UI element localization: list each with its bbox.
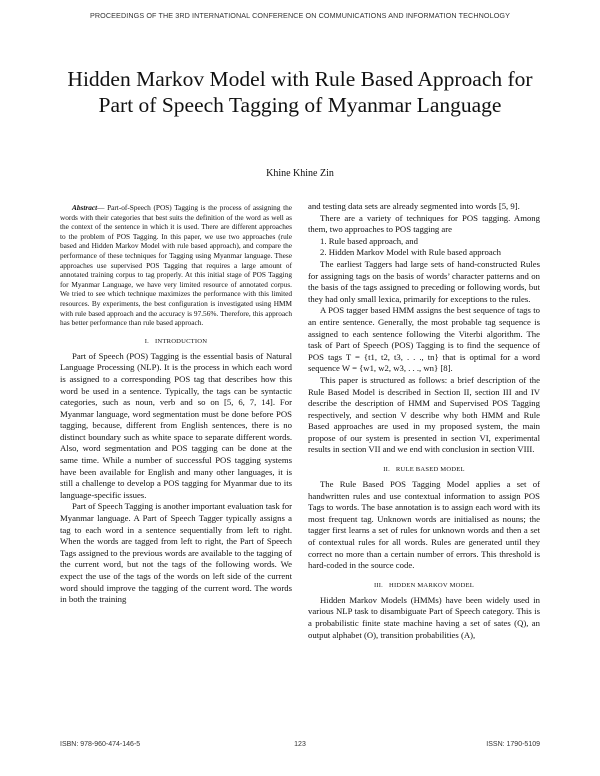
left-column xyxy=(60,203,292,606)
paragraph: The earliest Taggers had large sets of hand-constructed Rules for assigning tags on the basis of words’ character patterns and on the basis of the tags assigned to preceding or following words, but they had only small lexica, primarily for exceptions to the rules. xyxy=(308,258,540,304)
paper-title: Hidden Markov Model with Rule Based Approach for Part of Speech Tagging of Myanmar Language xyxy=(67,67,533,117)
running-head: PROCEEDINGS OF THE 3RD INTERNATIONAL CONFERENCE ON COMMUNICATIONS AND INFORMATION TECHNOLOGY xyxy=(90,11,510,20)
abstract xyxy=(60,203,292,328)
list-item: 2. Hidden Markov Model with Rule based approach xyxy=(320,247,501,258)
section-number: II. xyxy=(383,466,390,474)
author-name: Khine Khine Zin xyxy=(266,168,334,179)
paragraph: and testing data sets are already segmented into words [5, 9]. xyxy=(308,201,520,211)
abstract-lead: Abstract xyxy=(72,203,98,212)
abstract-text: — Part-of-Speech (POS) Tagging is the process of assigning the words with their categories that best suits the definition of the word as well as the context of the sentence in which it is used. There are different approaches to the problem of POS Tagging. In this paper, we use two approaches (rule based and Hidden Markov Model with rule based approach), and compare the performance of these techniques for Tagging using Myanmar language. These approaches use supervised POS Tagging that requires a large amount of annotated training corpus to tag properly. At this initial stage of POS Tagging for Myanmar Language, we have very limited resource of annotated corpus. We tried to see which technique maximizes the performance with this limited resources. By experiments, the best configuration is investigated using HMM with rule based approach and the accuracy is 97.56%. Therefore, this approach has better performance than rule based approach. xyxy=(60,203,292,328)
section-title: INTRODUCTION xyxy=(155,337,208,345)
section-title: HIDDEN MARKOV MODEL xyxy=(389,581,475,589)
list-item: 1. Rule based approach, and xyxy=(320,235,418,246)
paragraph: Hidden Markov Models (HMMs) have been widely used in various NLP task to disambiguate Part of Speech category. This is a probabilistic finite state machine having a set of sates (Q), an output alphabet (O), transition probabilities (A), xyxy=(308,594,540,640)
section-heading-introduction xyxy=(60,338,292,345)
paragraph: This paper is structured as follows: a brief description of the Rule Based Model is described in Section II, section III and IV describe the description of HMM and Supervised POS Tagging respectively, and section V describe why both HMM and Rule Based approaches are used in my proposed system, the main propose of our system is presented in section VI, experimental results in section VII and we end with conclusion in section VIII. xyxy=(308,374,540,455)
footer-isbn: ISBN: 978-960-474-146-5 xyxy=(60,741,141,748)
section-heading-rule-based-model xyxy=(308,466,540,473)
paragraph: There are a variety of techniques for POS tagging. Among them, two approaches to POS tagging are xyxy=(308,212,540,235)
footer-issn: ISSN: 1790-5109 xyxy=(486,741,540,748)
paragraph: Part of Speech (POS) Tagging is the essential basis of Natural Language Processing (NLP). It is the process in which each word is assigned to a corresponding POS tag that describes how this word be used in a sentence. Typically, the tags can be syntactic categories, such as noun, verb and so on [5, 6, 7, 14]. For Myanmar language, word segmentation must be done before POS tagging, because, different from English sentences, there is no distinct boundary such as white space to separate different words. Also, word segmentation and POS tagging can be done at the same time. While a number of successful POS tagging systems have been available for English and many other languages, it is still a challenge to develop a POS tagging for Myanmar due to its language-specific issues. xyxy=(60,350,292,500)
section-title: RULE BASED MODEL xyxy=(395,466,465,474)
paragraph: A POS tagger based HMM assigns the best sequence of tags to an entire sentence. Generally, the most probable tag sequence is assigned to each sentence following the Viterbi algorithm. The task of Part of Speech (POS) Tagging is to find the sequence of POS tags T = {t1, t2, t3, . . ., tn} that is optimal for a word sequence W = {w1, w2, w3, . . ., wn} [8]. xyxy=(308,305,540,374)
right-column xyxy=(308,201,540,641)
page-number: 123 xyxy=(294,741,306,748)
paragraph: Part of Speech Tagging is another important evaluation task for Myanmar language. A Part of Speech Tagger typically assigns a tag to each word in a sentence sequentially from left to right. When the words are tagged from left to right, the Part of Speech Tags assigned to the previous words are available to the tagging of the current word, but not the tags of the following words. We expect the use of the tags of the words on left side of the current word should improve the tagging of the current word. The words in both the training xyxy=(60,501,292,605)
approach-list xyxy=(308,236,540,259)
paragraph: The Rule Based POS Tagging Model applies a set of handwritten rules and use contextual information to assign POS Tags to words. The base annotation is to assign each word with its most frequent tag. Unknown words are initialised as nouns; the tagger first learns a set of rules for unknown words and then a set of contextual rules for all words. Rules are generated until they correct no more than a certain number of errors. This threshold is hard-coded in the source code. xyxy=(308,479,540,571)
section-number: III. xyxy=(373,581,384,589)
section-number: I. xyxy=(144,337,150,345)
section-heading-hidden-markov-model xyxy=(308,582,540,589)
